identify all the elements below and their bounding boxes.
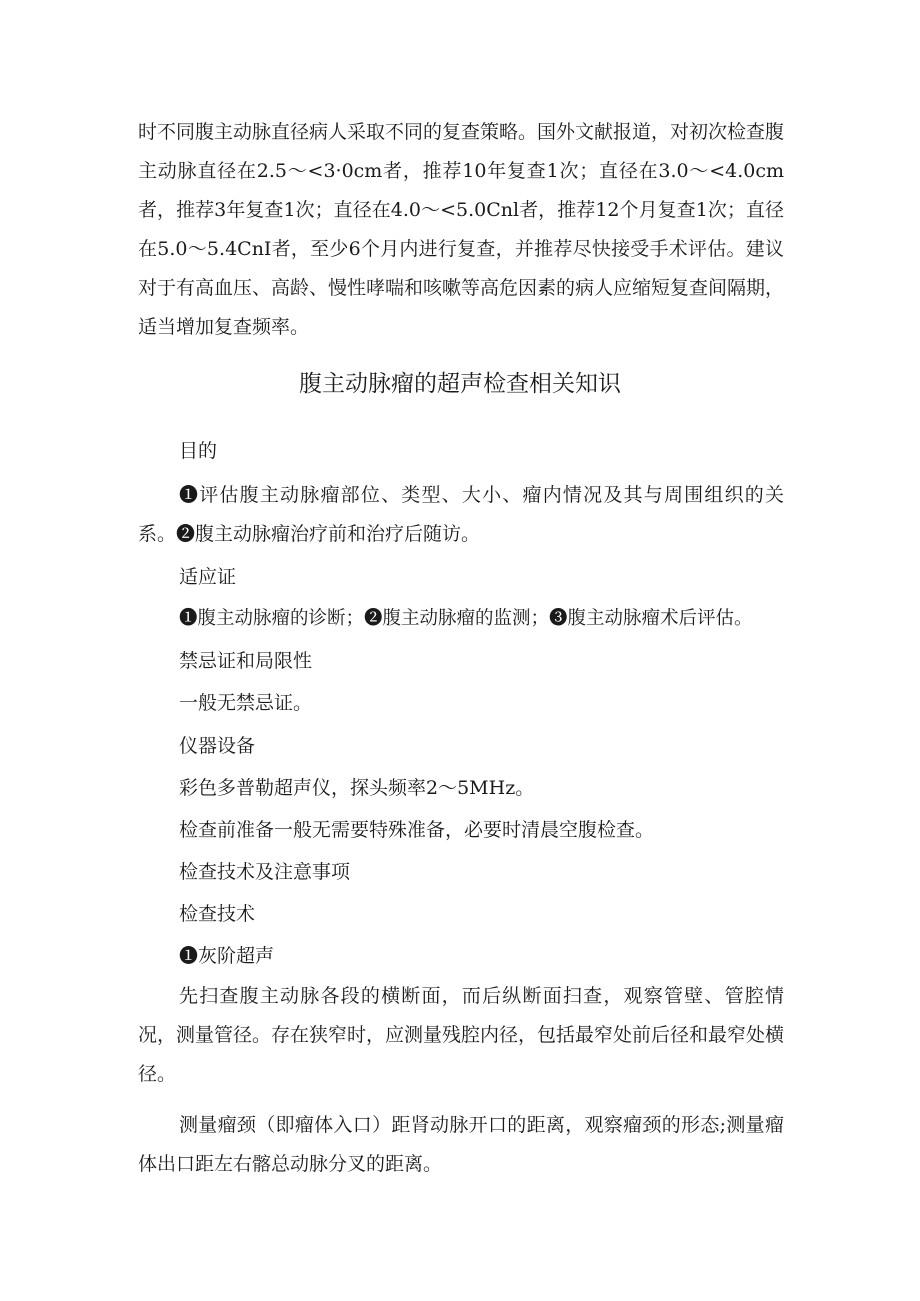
technique-heading: 检查技术及注意事项 [179, 861, 351, 883]
grayscale-paragraph-2: 测量瘤颈（即瘤体入口）距肾动脉开口的距离，观察瘤颈的形态;测量瘤体出口距左右髂总动脉分叉的距离。 [138, 1114, 784, 1175]
section-title: 腹主动脉瘤的超声检查相关知识 [299, 371, 621, 397]
grayscale-paragraph-1: 先扫查腹主动脉各段的横断面，而后纵断面扫查，观察管壁、管腔情况，测量管径。存在狭窄时，应测量残腔内径，包括最窄处前后径和最窄处横径。 [138, 985, 785, 1085]
equipment-heading: 仪器设备 [179, 735, 256, 757]
equipment-text: 彩色多普勒超声仪，探头频率2～5MHz。 [179, 777, 535, 799]
contraindication-heading: 禁忌证和局限性 [179, 650, 313, 672]
indication-heading: 适应证 [179, 566, 237, 588]
grayscale-heading: ❶灰阶超声 [179, 945, 275, 967]
preparation-text: 检查前准备一般无需要特殊准备，必要时清晨空腹检查。 [179, 819, 655, 841]
purpose-text: ❶评估腹主动脉瘤部位、类型、大小、瘤内情况及其与周围组织的关系。❷腹主动脉瘤治疗前和治疗后随访。 [138, 484, 784, 545]
purpose-heading: 目的 [179, 440, 218, 462]
technique-subheading: 检查技术 [179, 903, 256, 925]
contraindication-text: 一般无禁忌证。 [179, 692, 313, 714]
intro-paragraph: 时不同腹主动脉直径病人采取不同的复查策略。国外文献报道，对初次检查腹主动脉直径在2.5～<3·0cm者，推荐10年复查1次；直径在3.0～<4.0cm者，推荐3年复查1次；直径在4.0～<5.0Cnl者，推荐12个月复查1次；直径在5.0～5.4CnI者，至少6个月内进行复查，并推荐尽快接受手术评估。建议对于有高血压、高龄、慢性哮喘和咳嗽等高危因素的病人应缩短复查间隔期，适当增加复查频率。 [138, 121, 785, 338]
indication-text: ❶腹主动脉瘤的诊断；❷腹主动脉瘤的监测；❸腹主动脉瘤术后评估。 [179, 608, 753, 629]
